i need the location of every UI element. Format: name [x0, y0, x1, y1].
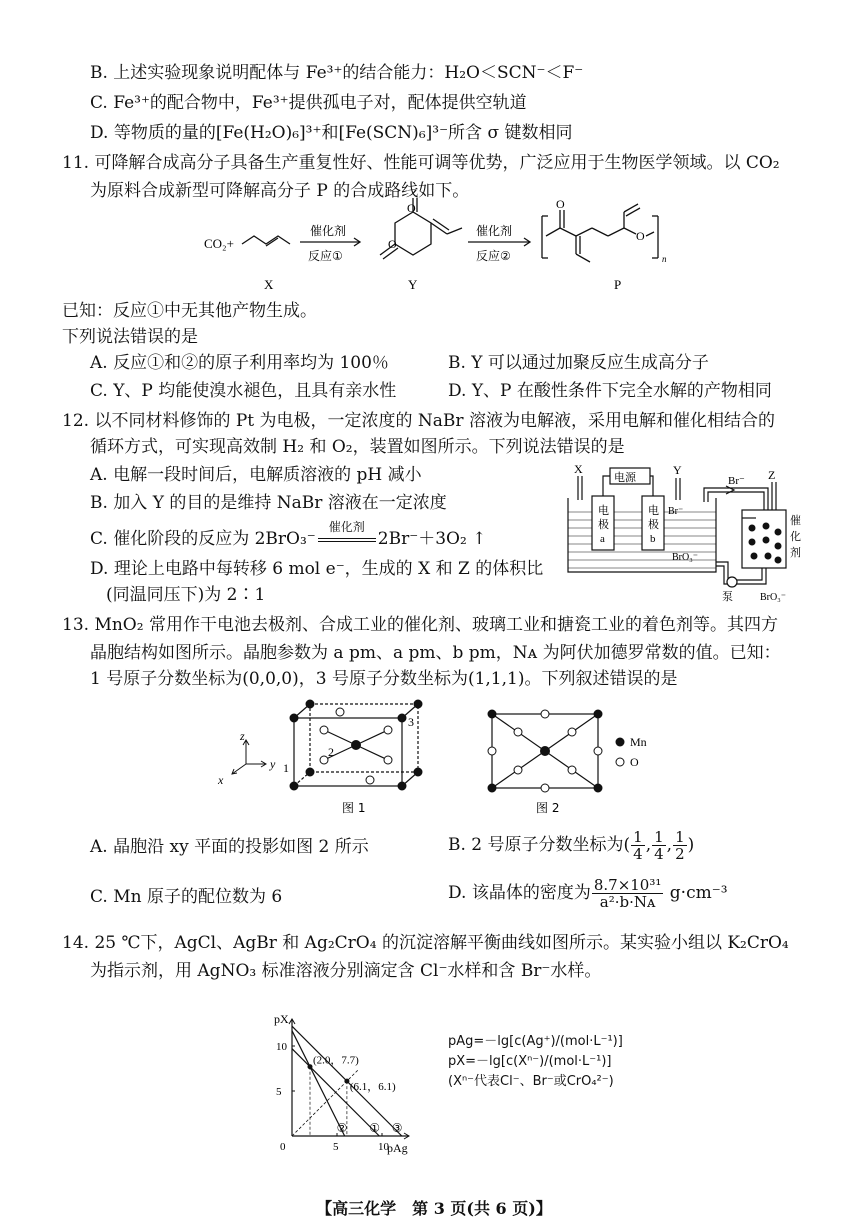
polymer-ether-o-label: O — [636, 229, 645, 243]
q10-option-b: B. 上述实验现象说明配体与 Fe³⁺的结合能力：H₂O＜SCN⁻＜F⁻ — [90, 63, 584, 83]
electrode-a-char3: a — [600, 533, 605, 545]
figure1-caption: 图 1 — [342, 801, 366, 815]
axis-z-label: z — [240, 729, 245, 743]
pump-label: 泵 — [722, 590, 733, 603]
q11-option-c: C. Y、P 均能使溴水褪色，且具有亲水性 — [90, 381, 397, 401]
q12-option-d-line2: (同温同压下)为 2∶1 — [106, 585, 266, 605]
gas-x-label: X — [574, 462, 583, 476]
x-axis-label: pAg — [387, 1141, 408, 1155]
page-footer: 【高三化学 第 3 页(共 6 页)】 — [316, 1199, 552, 1218]
co2-label: CO₂+ — [204, 236, 234, 251]
q12-catalyst-label: 催化剂 — [328, 520, 365, 534]
q14-solubility-chart — [270, 986, 470, 1156]
gas-z-label: Z — [768, 468, 776, 482]
axis-x-label: x — [218, 773, 224, 787]
q13-stem-line2: 晶胞结构如图所示。晶胞参数为 a pm、a pm、b pm，Nᴀ 为阿伏加德罗常数的值。已知： — [90, 643, 781, 663]
br-return-label: Br⁻ — [728, 475, 745, 487]
coordinate-axes — [232, 740, 266, 774]
q13-option-d: D. 该晶体的密度为 $\frac{\text{8.7×10³¹}}{\text{a²·b·Nᴀ}}$ g·cm⁻³ — [448, 876, 728, 911]
q14-legend-line1: pAg=－lg[c(Ag⁺)/(mol·L⁻¹)] — [448, 1034, 623, 1049]
q10-option-d: D. 等物质的量的[Fe(H₂O)₆]³⁺和[Fe(SCN)₆]³⁻所含 σ 键数相同 — [90, 123, 573, 143]
input-y-label: Y — [673, 463, 682, 477]
atom1-label: 1 — [283, 761, 289, 775]
q13-crystal-figures — [214, 700, 674, 824]
electrode-b-char3: b — [650, 533, 656, 545]
br-inside-label: Br⁻ — [668, 506, 684, 517]
electrode-a-char2: 极 — [598, 518, 609, 531]
catalyst-char3: 剂 — [790, 546, 801, 559]
q10-option-c: C. Fe³⁺的配合物中，Fe³⁺提供孤电子对，配体提供空轨道 — [90, 93, 527, 113]
annotation-label-1: (2.0，7.7) — [313, 1054, 359, 1067]
fraction-1: $\frac{1}{4}$ — [633, 828, 643, 863]
legend-mn-marker — [616, 738, 625, 747]
bro3-bottom-label: BrO₃⁻ — [760, 592, 786, 603]
q11-option-d: D. Y、P 在酸性条件下完全水解的产物相同 — [448, 381, 772, 401]
q14-legend-line3: (Xⁿ⁻代表Cl⁻、Br⁻或CrO₄²⁻) — [448, 1074, 614, 1089]
catalyst2-label: 催化剂 — [476, 224, 513, 238]
series-label-1: ① — [369, 1121, 381, 1135]
figure2-caption: 图 2 — [536, 801, 560, 815]
series-label-2: ② — [336, 1121, 348, 1135]
legend-mn-label: Mn — [630, 735, 647, 749]
q13-option-c: C. Mn 原子的配位数为 6 — [90, 887, 283, 907]
q11-stem-line1: 11. 可降解合成高分子具备生产重复性好、性能可调等优势，广泛应用于生物医学领域。以 CO₂ — [62, 153, 780, 173]
q12-stem-line1: 12. 以不同材料修饰的 Pt 为电极，一定浓度的 NaBr 溶液为电解液，采用电解和催化相结合的 — [62, 411, 775, 431]
q12-option-c — [90, 520, 487, 550]
y-tick-label: 10 — [276, 1041, 287, 1053]
x-tick-label: 10 — [378, 1141, 389, 1153]
ring-o-label: O — [388, 237, 397, 251]
power-supply-label: 电源 — [614, 471, 636, 484]
q11-option-b: B. Y 可以通过加聚反应生成高分子 — [448, 353, 709, 373]
polymer-subscript-n: n — [662, 254, 667, 264]
label-y: Y — [408, 277, 418, 292]
q11-synthesis-scheme — [200, 198, 700, 298]
q12-option-b: B. 加入 Y 的目的是维持 NaBr 溶液在一定浓度 — [90, 493, 447, 513]
atom2-label: 2 — [328, 745, 334, 759]
q12-equals-sign — [318, 538, 376, 542]
q12-option-d-line1: D. 理论上电路中每转移 6 mol e⁻，生成的 X 和 Z 的体积比 — [90, 559, 544, 579]
q11-stem-line2: 为原料合成新型可降解高分子 P 的合成路线如下。 — [90, 181, 470, 201]
axis-y-label: y — [270, 757, 276, 771]
q11-option-a: A. 反应①和②的原子利用率均为 100％ — [90, 353, 389, 373]
series-label-3: ③ — [391, 1121, 403, 1135]
reaction1-label: 反应① — [308, 249, 343, 263]
q12-electrolysis-apparatus — [556, 462, 806, 602]
q14-legend-line2: pX=－lg[c(Xⁿ⁻)/(mol·L⁻¹)] — [448, 1054, 612, 1069]
x-tick-label: 0 — [280, 1141, 286, 1153]
catalyst1-label: 催化剂 — [310, 224, 347, 238]
polymer-carbonyl-o-label: O — [556, 197, 565, 211]
catalyst-char2: 化 — [790, 530, 801, 543]
reaction2-label: 反应② — [476, 249, 511, 263]
electrode-a-char1: 电 — [598, 504, 609, 517]
label-p: P — [614, 277, 622, 292]
electrode-b-char1: 电 — [648, 504, 659, 517]
q13-stem-line1: 13. MnO₂ 常用作干电池去极剂、合成工业的催化剂、玻璃工业和搪瓷工业的着色剂等。其四方 — [62, 615, 778, 635]
bro3-inside-label: BrO₃⁻ — [672, 552, 698, 563]
q14-stem-line2: 为指示剂，用 AgNO₃ 标准溶液分别滴定含 Cl⁻水样和含 Br⁻水样。 — [90, 961, 602, 981]
q12-option-c-pre: C. 催化阶段的反应为 2BrO₃⁻ — [90, 529, 316, 549]
fraction-2: $\frac{1}{4}$ — [654, 828, 664, 863]
q14-stem-line1: 14. 25 ℃下，AgCl、AgBr 和 Ag₂CrO₄ 的沉淀溶解平衡曲线如图所示。某实验小组以 K₂CrO₄ — [62, 933, 789, 953]
q11-ask: 下列说法错误的是 — [62, 327, 198, 347]
q13-stem-line3: 1 号原子分数坐标为(0,0,0)，3 号原子分数坐标为(1,1,1)。下列叙述错误的是 — [90, 669, 678, 689]
q12-option-c-post: 2Br⁻＋3O₂ ↑ — [377, 529, 487, 549]
q11-known: 已知：反应①中无其他产物生成。 — [62, 301, 317, 321]
annotation-label-2: (6.1，6.1) — [349, 1081, 396, 1094]
electrode-b-char2: 极 — [648, 518, 659, 531]
q12-stem-line2: 循环方式，可实现高效制 H₂ 和 O₂，装置如图所示。下列说法错误的是 — [90, 437, 625, 457]
label-x: X — [264, 277, 274, 292]
legend-o-marker — [616, 758, 624, 766]
q13-option-a: A. 晶胞沿 xy 平面的投影如图 2 所示 — [90, 837, 369, 857]
q13-option-b: B. 2 号原子分数坐标为( $\frac{1}{4}$ , $\frac{1}{4}$ , $\frac{1}{2}$ ) — [448, 828, 695, 863]
q12-option-a: A. 电解一段时间后，电解质溶液的 pH 减小 — [90, 465, 422, 485]
y-axis-label: pX — [274, 1012, 289, 1026]
density-fraction: $\frac{\text{8.7×10³¹}}{\text{a²·b·Nᴀ}}$ — [593, 876, 662, 911]
legend-o-label: O — [630, 755, 639, 769]
y-tick-label: 5 — [276, 1086, 282, 1098]
x-tick-label: 5 — [333, 1141, 339, 1153]
carbonyl-o-label: O — [407, 201, 416, 215]
fraction-3: $\frac{1}{2}$ — [675, 828, 685, 863]
atom3-label: 3 — [408, 715, 414, 729]
catalyst-char1: 催 — [790, 514, 801, 527]
